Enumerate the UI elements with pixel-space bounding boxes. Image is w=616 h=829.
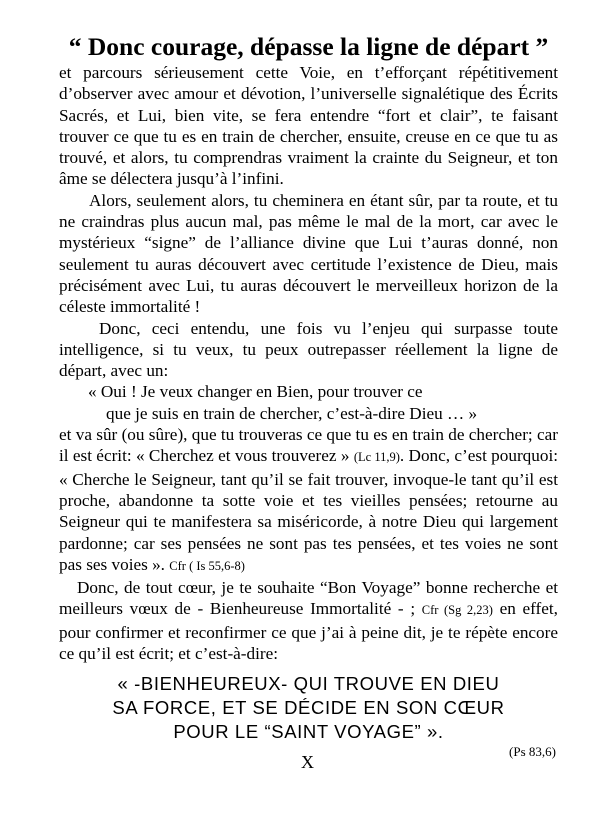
document-page [59,32,558,788]
body-text [59,62,558,664]
reference-sg: Cfr (Sg 2,23) [421,603,493,618]
paragraph-5-text-b: en effet, pour confirmer et reconfirmer ce que j’ai à peine dit, je te répète encore ce qu’il est écrit; et c’est-à-dire: [59,599,558,664]
paragraph-1: et parcours sérieusement cette Voie, en t’efforçant répétitivement d’observer avec amour et dévotion, l’universelle signalétique des Écrits Sacrés, et Lui, bien vite, se fera entendre “fort et clair”, te faisant trouver ce que tu es en train de chercher, ensuite, creuse en ce que tu as trouvé, et alors, tu comprendras vraiment la crainte du Seigneur, et ton âme se délectera jusqu’à l’infini. [59,63,558,189]
closing-line-1: « -BIENHEUREUX- QUI TROUVE EN DIEU [117,673,500,695]
paragraph-4 [59,424,558,577]
reference-lc: (Lc 11,9) [353,450,400,465]
closing-quote [59,672,558,744]
quote-line-2: que je suis en train de chercher, c’est-à-dire Dieu … » [106,403,478,423]
paragraph-2: Alors, seulement alors, tu cheminera en étant sûr, par ta route, et tu ne craindras plus aucun mal, pas même le mal de la mort, car avec le mystérieux “signe” de l’alliance divine que Lui t’auras donné, non seulement tu auras découvert avec certitude l’existence de Dieu, mais précisément avec Lui, tu auras découvert le merveilleux horizon de la céleste immortalité ! [59,190,558,317]
closing-line-2: SA FORCE, ET SE DÉCIDE EN SON CŒUR [112,697,505,719]
paragraph-4-text-b: . Donc, c’est pourquoi: « Cherche le Seigneur, tant qu’il se fait trouver, invoque-le tant qu’il est proche, abandonne ta sotte voie et tes vieilles pensées; retourne au Seigneur qui te manifestera sa miséricorde, à notre Dieu qui largement pardonne; car ses pensées ne sont pas tes pensées, et tes voies ne sont pas ses voies ». [59,446,559,574]
footer-reference: (Ps 83,6) [509,744,556,760]
reference-is: Cfr ( Is 55,6-8) [169,558,245,573]
closing-line-3: POUR LE “SAINT VOYAGE” ». [173,721,444,743]
paragraph-4-text-a: et va sûr (ou sûre), que tu trouveras ce que tu es en train de chercher; car il est écrit: « Cherchez et vous trouverez » [59,425,558,466]
paragraph-5-text-a: Donc, de tout cœur, je te souhaite “Bon Voyage” bonne recherche et meilleurs vœux de - Bienheureuse Immortalité - ; [59,578,558,619]
paragraph-3: Donc, ceci entendu, une fois vu l’enjeu qui surpasse toute intelligence, si tu veux, tu peux outrepasser réellement la ligne de départ, avec un: [59,318,558,381]
page-footer [59,744,558,788]
page-number: X [301,752,314,773]
quote-line-1: « Oui ! Je veux changer en Bien, pour trouver ce [88,382,423,402]
paragraph-5 [59,577,558,664]
quote-block [59,381,558,424]
page-title: “ Donc courage, dépasse la ligne de départ ” [68,32,549,61]
